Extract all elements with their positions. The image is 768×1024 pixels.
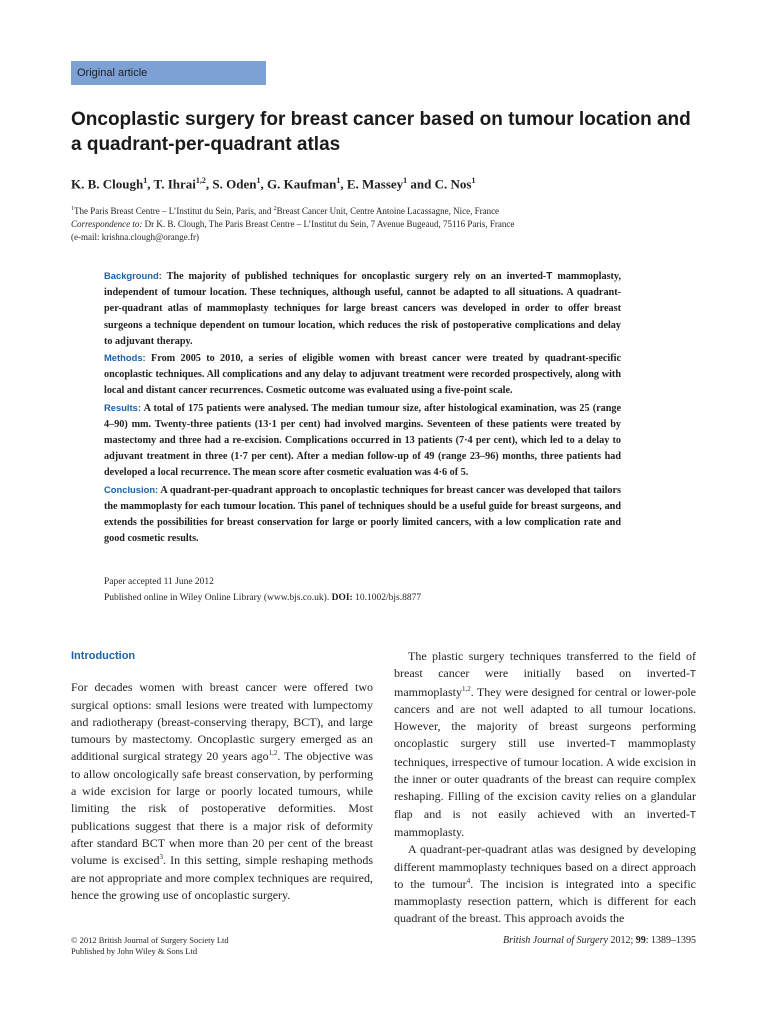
abstract-heading: Conclusion: bbox=[104, 483, 159, 495]
abstract-heading: Methods: bbox=[104, 352, 146, 364]
affiliation-1: The Paris Breast Centre – L’Institut du Sein, Paris, and bbox=[74, 206, 274, 216]
footer-citation: British Journal of Surgery 2012; 99: 1389–1395 bbox=[503, 935, 696, 946]
body-paragraph: A quadrant-per-quadrant atlas was designed by developing different mammoplasty techniques based on a direct approach to the tumour$^4$. The incision is integrated into a specific mammoplasty resection pattern, which is different for each quadrant of the breast. This approach avoids the bbox=[394, 842, 696, 926]
abstract-heading: Results: bbox=[104, 401, 141, 413]
author-affil-sup: 1 bbox=[256, 176, 261, 185]
citation-ref[interactable]: 3 bbox=[159, 853, 163, 862]
body-paragraph: For decades women with breast cancer were offered two surgical options: small lesions were treated with lumpectomy and radiotherapy (breast-conserving therapy, BCT), and large tumours by mastectomy. Oncoplastic surgery emerged as an additional surgical strategy 20 years ago$^{1,2}$. The objective was to allow oncologically safe breast conservation, by performing a wide excision for large or poorly located tumours, while limiting the risk of postoperative deformities. Most publications suggest that there is a major risk of deformity after standard BCT when more than 20 per cent of the breast volume is excised$^3$. In this setting, simple reshaping methods are not appropriate and more complex techniques are required, hence the growing use of oncoplastic surgery. bbox=[71, 680, 373, 902]
abstract-heading: Background: bbox=[104, 270, 162, 281]
body-paragraph: The plastic surgery techniques transferred to the field of breast cancer were initially based on inverted-T mammoplasty$^{1,2}$. They were designed for central or lower-pole cancers and are not well adapted to all tumour locations. However, the majority of breast surgeons performing oncoplastic surgery still use inverted-T mammoplasty techniques, irrespective of tumour location. A wide excision in the inner or outer quadrants of the breast can require complex reshaping. Filling of the excision cavity relies on a glandular flap and is not easily achieved with an inverted-T mammoplasty. bbox=[394, 649, 696, 839]
author-name: K. B. Clough bbox=[71, 176, 144, 192]
abstract-background: Background: The majority of published techniques for oncoplastic surgery rely on an inverted-T mammoplasty, independent of tumour location. These techniques, although useful, cannot be adapted to all situations. A quadrant-per-quadrant atlas of mammoplasty techniques for large breast cancers was developed in order to offer breast surgeons a technique dependent on tumour location, which reduces the risk of postoperative complications and delay to adjuvant therapy. bbox=[104, 270, 622, 347]
author-name: T. Ihrai bbox=[153, 176, 196, 192]
author-affil-sup: 1 bbox=[143, 176, 148, 185]
abstract-methods: Methods: From 2005 to 2010, a series of eligible women with breast cancer were treated by quadrant-specific oncoplastic techniques. All complications and any delay to adjuvant treatment were recorded prospectively, along with local and distant cancer recurrences. Cosmetic outcome was evaluated using a five-point scale. bbox=[104, 352, 621, 397]
section-heading-introduction: Introduction bbox=[71, 650, 136, 662]
affiliation-2: Breast Cancer Unit, Centre Antoine Lacassagne, Nice, France bbox=[276, 206, 500, 216]
article-type-tag: Original article bbox=[71, 61, 266, 85]
author-list: K. B. Clough$^1$, T. Ihrai$^{1,2}$, S. Oden$^1$, G. Kaufman$^1$, E. Massey$^1$ and C. Nos$^1$ bbox=[71, 176, 476, 192]
body-column-left bbox=[71, 648, 373, 904]
footer-copyright: © 2012 British Journal of Surgery Society Ltd Published by John Wiley & Sons Ltd bbox=[71, 935, 229, 956]
citation-ref[interactable]: 4 bbox=[466, 876, 471, 885]
accepted-date: Paper accepted 11 June 2012 bbox=[104, 577, 214, 587]
correspondence-address: Dr K. B. Clough, The Paris Breast Centre – L’Institut du Sein, 7 Avenue Bugeaud, 75116 Paris, France bbox=[142, 219, 515, 229]
abstract bbox=[104, 268, 621, 547]
abstract-results: Results: A total of 175 patients were analysed. The median tumour size, after histological examination, was 25 (range 4–90) mm. Twenty-three patients (13·1 per cent) had involved margins. Seventeen of these patients were treated by mastectomy and three had a re-excision. Complications occurred in 13 patients (7·4 per cent), which led to a delay to adjuvant treatment in three (1·7 per cent). After a median follow-up of 49 (range 23–96) months, three patients had developed a local recurrence. The mean score after cosmetic evaluation was 4·6 of 5. bbox=[104, 401, 621, 479]
article-title: Oncoplastic surgery for breast cancer based on tumour location and a quadrant-per-quadrant atlas bbox=[71, 109, 691, 155]
author-name: C. Nos bbox=[434, 176, 472, 192]
affiliations: $^1$The Paris Breast Centre – L’Institut du Sein, Paris, and $^2$Breast Cancer Unit, Centre Antoine Lacassagne, Nice, France Correspondence to: Dr K. B. Clough, The Paris Breast Centre – L’Institut du Sein, 7 Avenue Bugeaud, 75116 Paris, France (e-mail: krishna.clough@orange.fr) bbox=[71, 203, 691, 244]
abstract-conclusion: Conclusion: A quadrant-per-quadrant approach to oncoplastic techniques for breast cancer was developed that tailors the mammoplasty for each tumour location. This panel of techniques should be a useful guide for breast surgeons, and extends the possibilities for breast conservation for large or poorly limited cancers, with a low complication rate and good cosmetic results. bbox=[104, 483, 621, 545]
citation-ref[interactable]: 1,2 bbox=[462, 684, 471, 693]
author-affil-sup: 1 bbox=[336, 176, 341, 185]
body-column-right bbox=[394, 648, 696, 928]
author-name: E. Massey bbox=[346, 176, 404, 192]
publication-info bbox=[104, 574, 621, 606]
correspondence-email: (e-mail: krishna.clough@orange.fr) bbox=[71, 232, 199, 242]
citation-ref[interactable]: 1,2 bbox=[268, 749, 278, 758]
author-name: G. Kaufman bbox=[266, 176, 337, 192]
author-affil-sup: 1,2 bbox=[195, 176, 206, 185]
author-affil-sup: 1 bbox=[471, 176, 476, 185]
doi-link[interactable]: 10.1002/bjs.8877 bbox=[352, 593, 422, 603]
author-affil-sup: 1 bbox=[403, 176, 408, 185]
author-name: S. Oden bbox=[212, 176, 257, 192]
published-online: Published online in Wiley Online Library (www.bjs.co.uk). DOI: 10.1002/bjs.8877 bbox=[104, 593, 422, 603]
correspondence-label: Correspondence to: bbox=[71, 219, 143, 229]
